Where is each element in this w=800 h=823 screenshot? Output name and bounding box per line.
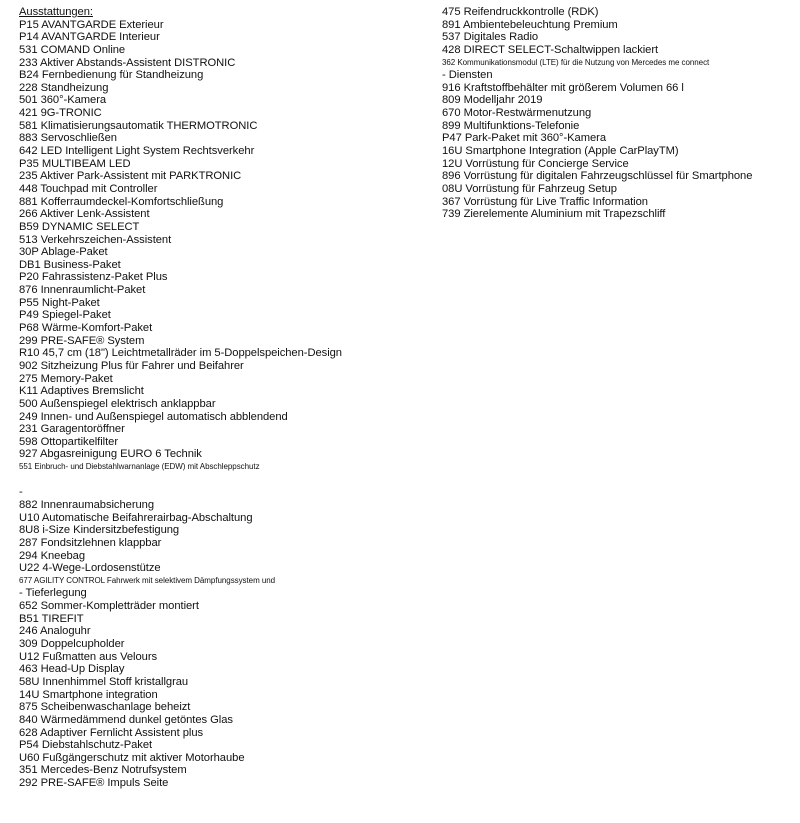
- equipment-item: 902 Sitzheizung Plus für Fahrer und Beifahrer: [19, 359, 244, 372]
- equipment-item: 309 Doppelcupholder: [19, 638, 125, 651]
- equipment-item: 501 360°-Kamera: [19, 94, 107, 107]
- equipment-item: 475 Reifendruckkontrolle (RDK): [442, 6, 599, 18]
- equipment-item: 840 Wärmedämmend dunkel getöntes Glas: [19, 713, 233, 726]
- equipment-item: 228 Standheizung: [19, 81, 109, 94]
- equipment-item: 231 Garagentoröffner: [19, 423, 125, 436]
- equipment-list-left: [19, 6, 419, 790]
- equipment-item: 235 Aktiver Park-Assistent mit PARKTRONIC: [19, 170, 242, 183]
- equipment-item: - Diensten: [442, 69, 493, 82]
- equipment-item: 246 Analoguhr: [19, 625, 91, 638]
- equipment-item: 249 Innen- und Außenspiegel automatisch abblendend: [19, 410, 288, 423]
- equipment-item: 500 Außenspiegel elektrisch anklappbar: [19, 397, 216, 410]
- equipment-item: P14 AVANTGARDE Interieur: [19, 31, 160, 44]
- equipment-item: 58U Innenhimmel Stoff kristallgrau: [19, 675, 189, 688]
- equipment-item: 882 Innenraumabsicherung: [19, 498, 155, 511]
- equipment-item: 14U Smartphone integration: [19, 688, 158, 701]
- equipment-item: 362 Kommunikationsmodul (LTE) für die Nutzung von Mercedes me connect: [442, 57, 710, 67]
- equipment-item: P68 Wärme-Komfort-Paket: [19, 322, 153, 335]
- equipment-item: 292 PRE-SAFE® Impuls Seite: [19, 777, 169, 790]
- blank-line: [19, 474, 419, 487]
- equipment-item: 581 Klimatisierungsautomatik THERMOTRONIC: [19, 119, 258, 132]
- equipment-item: 266 Aktiver Lenk-Assistent: [19, 208, 150, 221]
- equipment-item: 916 Kraftstoffbehälter mit größerem Volumen 66 l: [442, 81, 684, 94]
- equipment-item: B24 Fernbedienung für Standheizung: [19, 69, 204, 82]
- equipment-item: U60 Fußgängerschutz mit aktiver Motorhaube: [19, 751, 245, 764]
- equipment-item: 351 Mercedes-Benz Notrufsystem: [19, 764, 187, 777]
- equipment-item: 08U Vorrüstung für Fahrzeug Setup: [442, 182, 617, 195]
- equipment-item: 233 Aktiver Abstands-Assistent DISTRONIC: [19, 56, 236, 69]
- equipment-item: -: [19, 486, 23, 499]
- equipment-item: 739 Zierelemente Aluminium mit Trapezschliff: [442, 208, 666, 221]
- equipment-item: P55 Night-Paket: [19, 296, 100, 309]
- equipment-item: 8U8 i-Size Kindersitzbefestigung: [19, 524, 180, 537]
- equipment-item: B51 TIREFIT: [19, 612, 84, 625]
- equipment-item: 642 LED Intelligent Light System Rechtsverkehr: [19, 145, 255, 158]
- equipment-item: P54 Diebstahlschutz-Paket: [19, 739, 153, 752]
- equipment-item: 809 Modelljahr 2019: [442, 94, 543, 107]
- equipment-item: 927 Abgasreinigung EURO 6 Technik: [19, 448, 202, 461]
- equipment-item: 287 Fondsitzlehnen klappbar: [19, 536, 162, 549]
- equipment-item: U22 4-Wege-Lordosenstütze: [19, 562, 161, 575]
- equipment-item: U10 Automatische Beifahrerairbag-Abschaltung: [19, 511, 253, 524]
- equipment-item: 531 COMAND Online: [19, 43, 126, 56]
- equipment-item: 896 Vorrüstung für digitalen Fahrzeugschlüssel für Smartphone: [442, 170, 753, 183]
- equipment-item: 628 Adaptiver Fernlicht Assistent plus: [19, 726, 204, 739]
- equipment-item: 299 PRE-SAFE® System: [19, 334, 145, 347]
- equipment-item: U12 Fußmatten aus Velours: [19, 650, 158, 663]
- equipment-item: DB1 Business-Paket: [19, 258, 121, 271]
- equipment-item: 899 Multifunktions-Telefonie: [442, 119, 580, 132]
- equipment-item: 448 Touchpad mit Controller: [19, 182, 158, 195]
- equipment-item: 294 Kneebag: [19, 549, 86, 562]
- equipment-item: P20 Fahrassistenz-Paket Plus: [19, 271, 168, 284]
- equipment-item: 463 Head-Up Display: [19, 663, 125, 676]
- equipment-item: 551 Einbruch- und Diebstahlwarnanlage (EDW) mit Abschleppschutz: [19, 462, 260, 472]
- equipment-item: K11 Adaptives Bremslicht: [19, 385, 144, 398]
- equipment-item: - Tieferlegung: [19, 587, 87, 600]
- equipment-item: 891 Ambientebeleuchtung Premium: [442, 18, 618, 31]
- equipment-item: 367 Vorrüstung für Live Traffic Information: [442, 195, 648, 208]
- equipment-item: 275 Memory-Paket: [19, 372, 113, 385]
- equipment-item: 670 Motor-Restwärmenutzung: [442, 107, 592, 120]
- equipment-item: 513 Verkehrszeichen-Assistent: [19, 233, 172, 246]
- equipment-item: 875 Scheibenwaschanlage beheizt: [19, 701, 191, 714]
- equipment-item: P15 AVANTGARDE Exterieur: [19, 18, 164, 31]
- equipment-item: 30P Ablage-Paket: [19, 246, 108, 259]
- equipment-list-right: [442, 6, 798, 221]
- equipment-heading: Ausstattungen:: [19, 6, 93, 18]
- equipment-item: 652 Sommer-Kompletträder montiert: [19, 600, 199, 613]
- equipment-item: 876 Innenraumlicht-Paket: [19, 284, 146, 297]
- equipment-item: P49 Spiegel-Paket: [19, 309, 111, 322]
- equipment-item: 677 AGILITY CONTROL Fahrwerk mit selektivem Dämpfungssystem und: [19, 575, 276, 585]
- equipment-item: 537 Digitales Radio: [442, 31, 539, 44]
- equipment-item: B59 DYNAMIC SELECT: [19, 220, 140, 233]
- equipment-item: 881 Kofferraumdeckel-Komfortschließung: [19, 195, 224, 208]
- equipment-item: 598 Ottopartikelfilter: [19, 435, 119, 448]
- equipment-item: R10 45,7 cm (18") Leichtmetallräder im 5-Doppelspeichen-Design: [19, 347, 342, 360]
- equipment-item: 428 DIRECT SELECT-Schaltwippen lackiert: [442, 43, 659, 56]
- equipment-item: P47 Park-Paket mit 360°-Kamera: [442, 132, 607, 145]
- equipment-item: 12U Vorrüstung für Concierge Service: [442, 157, 629, 170]
- equipment-item: P35 MULTIBEAM LED: [19, 157, 131, 170]
- equipment-item: 16U Smartphone Integration (Apple CarPlayTM): [442, 145, 679, 158]
- equipment-item: 883 Servoschließen: [19, 132, 117, 145]
- equipment-item: 421 9G-TRONIC: [19, 107, 102, 120]
